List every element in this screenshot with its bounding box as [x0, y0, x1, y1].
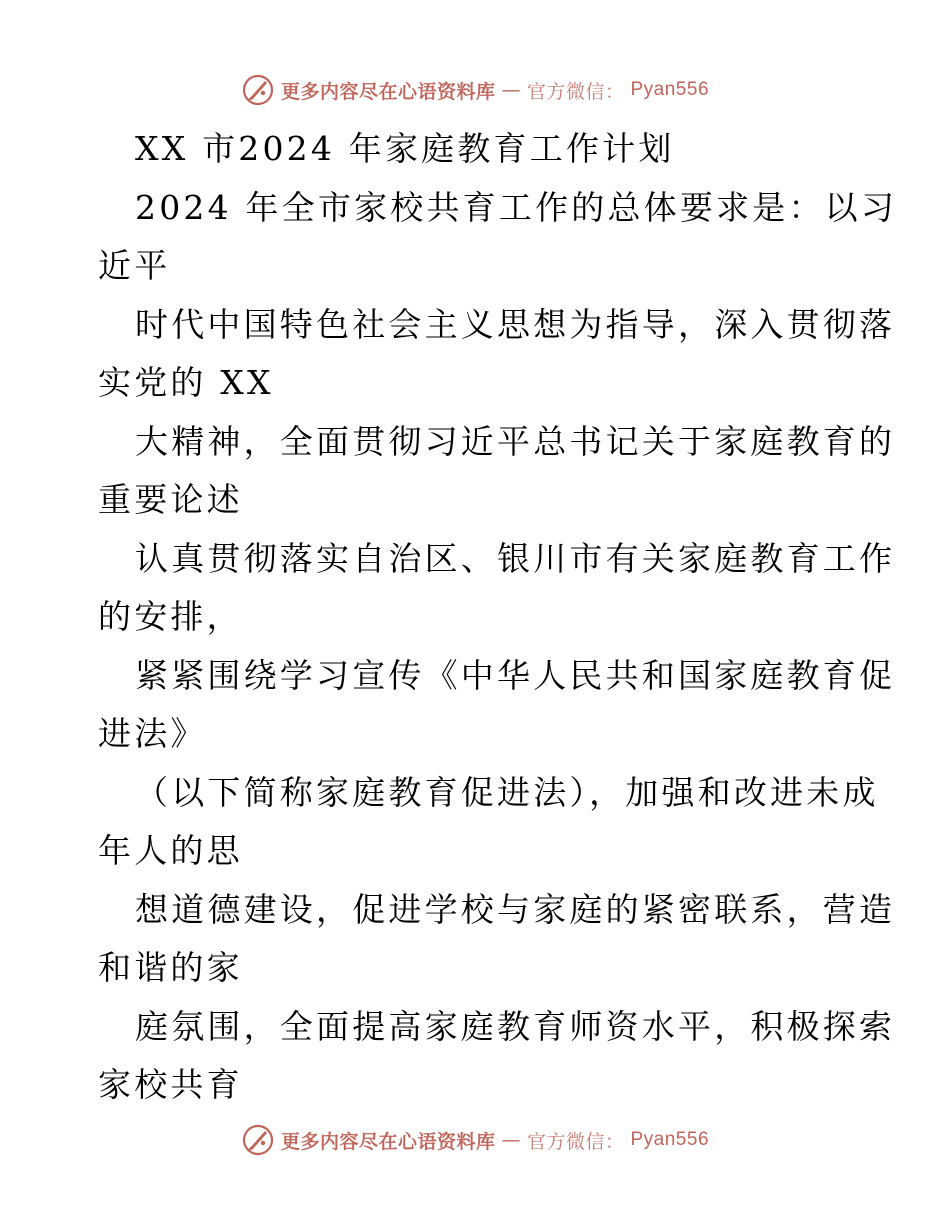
- paragraph-line: 的安排，: [98, 597, 243, 636]
- paragraph-line: 想道德建设，促进学校与家庭的紧密联系，营造: [135, 889, 896, 929]
- quill-pen-logo-icon: [241, 73, 275, 107]
- paragraph-line: 紧紧围绕学习宣传《中华人民共和国家庭教育促: [135, 655, 896, 695]
- paragraph-line: 和谐的家: [98, 948, 243, 987]
- watermark-sub-text: 官方微信：: [526, 80, 625, 103]
- paragraph-line: 认真贯彻落实自治区、银川市有关家庭教育工作: [135, 538, 896, 578]
- watermark-separator: —: [501, 1129, 521, 1151]
- footer-watermark: [0, 1120, 950, 1160]
- quill-pen-logo-icon: [241, 1123, 275, 1157]
- document-title: XX 市2024 年家庭教育工作计划: [135, 129, 675, 168]
- paragraph-line: 庭氛围，全面提高家庭教育师资水平，积极探索: [135, 1006, 896, 1046]
- paragraph-line: （以下简称家庭教育促进法），加强和改进未成: [135, 772, 879, 812]
- paragraph-line: 年人的思: [98, 831, 243, 870]
- paragraph-line: 进法》: [98, 714, 207, 753]
- paragraph-line: 时代中国特色社会主义思想为指导，深入贯彻落: [135, 304, 896, 344]
- document-body: [98, 120, 898, 1115]
- paragraph-line: 家校共育: [98, 1065, 243, 1104]
- watermark-main-text: 更多内容尽在心语资料库: [280, 80, 496, 103]
- paragraph-line: 2024 年全市家校共育工作的总体要求是：以习: [135, 187, 898, 227]
- watermark-handle: Pyan556: [630, 79, 710, 100]
- header-watermark: [0, 70, 950, 110]
- watermark-sub-text: 官方微信：: [526, 1130, 625, 1153]
- paragraph-line: 实党的 XX: [98, 363, 274, 402]
- watermark-main-text: 更多内容尽在心语资料库: [280, 1130, 496, 1153]
- paragraph-line: 大精神，全面贯彻习近平总书记关于家庭教育的: [135, 421, 896, 461]
- watermark-handle: Pyan556: [630, 1129, 710, 1150]
- watermark-separator: —: [501, 79, 521, 101]
- paragraph-line: 重要论述: [98, 480, 243, 519]
- paragraph-line: 近平: [98, 246, 171, 285]
